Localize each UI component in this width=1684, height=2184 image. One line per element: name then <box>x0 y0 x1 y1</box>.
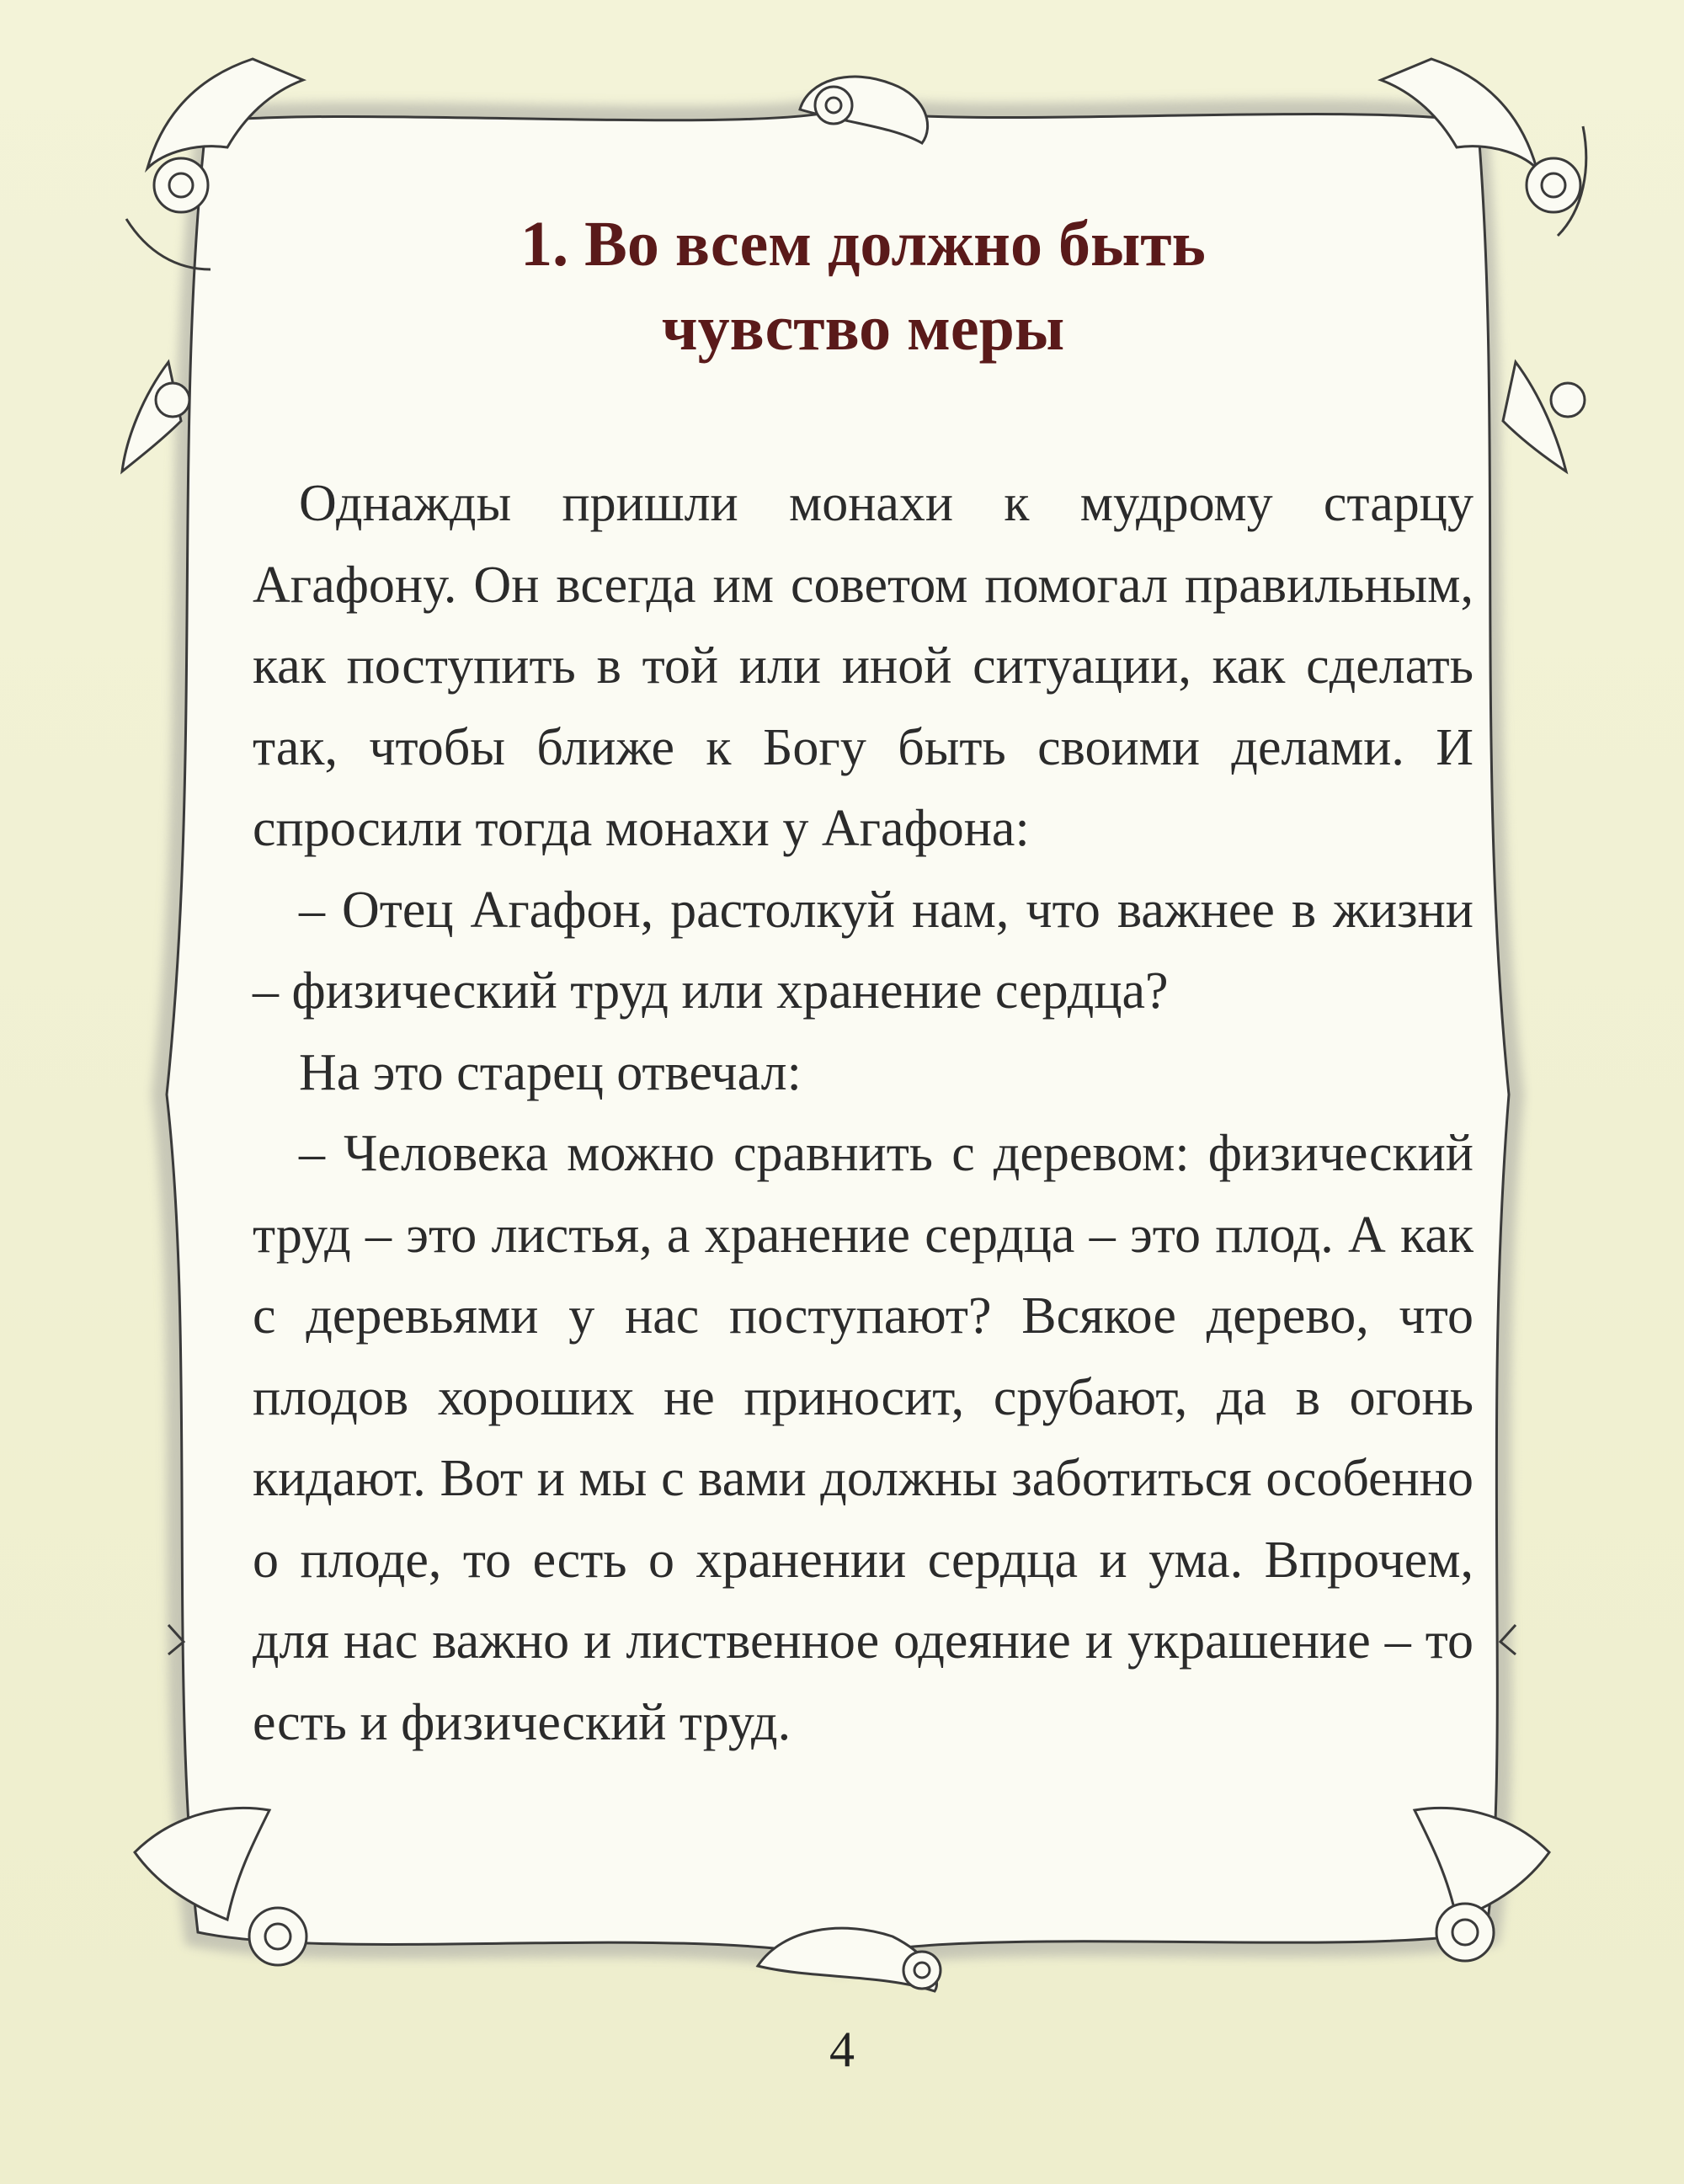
paragraph: – Отец Агафон, растолкуй нам, что важнее в жизни – физический труд или хранение сердца? <box>253 881 1474 1020</box>
parchment-content <box>253 202 1474 1763</box>
chapter-title-line-1: 1. Во всем должно быть <box>520 209 1206 280</box>
scroll-curl-right-upper <box>1503 362 1585 471</box>
paragraph: Однажды пришли монахи к мудрому старцу Агафону. Он всегда им советом помогал правильным, как поступить в той или иной ситуации, как сделать так, чтобы ближе к Богу быть своими делами. И спросили тогда монахи у Агафона: <box>253 475 1474 857</box>
story-text <box>253 463 1474 1763</box>
page-number: 4 <box>829 2022 855 2077</box>
chapter-title <box>253 202 1474 370</box>
paragraph: – Человека можно сравнить с деревом: физический труд – это листья, а хранение сердца – это плод. А как с деревьями у нас поступают? Всякое дерево, что плодов хороших не приносит, срубают, да в огонь кидают. Вот и мы с вами должны заботиться особенно о плоде, то есть о хранении сердца и ума. Впрочем, для нас важно и лиственное одеяние и украшение – то есть и физический труд. <box>253 1125 1474 1751</box>
chapter-title-line-2: чувство меры <box>661 293 1065 364</box>
paragraph: На это старец отвечал: <box>299 1043 802 1101</box>
